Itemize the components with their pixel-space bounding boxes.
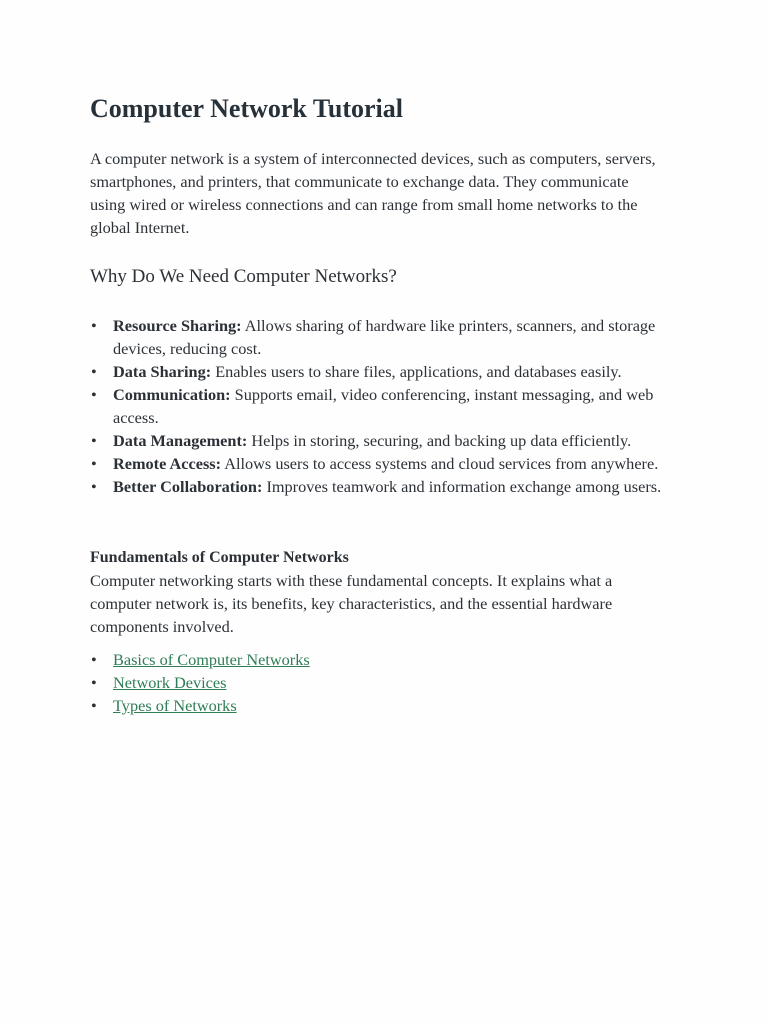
bullet-icon: • (91, 431, 97, 450)
list-item (91, 671, 678, 694)
bullet-icon: • (91, 650, 97, 669)
list-item-term: Resource Sharing: (113, 316, 242, 335)
list-item-term: Communication: (113, 385, 231, 404)
list-item (91, 648, 678, 671)
list-item-term: Better Collaboration: (113, 477, 263, 496)
list-item (91, 383, 683, 429)
list-item-term: Data Management: (113, 431, 248, 450)
fundamentals-heading: Fundamentals of Computer Networks (90, 549, 349, 566)
bullet-icon: • (91, 696, 97, 715)
fundamentals-description: Computer networking starts with these fundamental concepts. It explains what a computer network is, its benefits, key characteristics, and the essential hardware components involved. (90, 571, 613, 636)
bullet-icon: • (91, 362, 97, 381)
list-item (91, 429, 683, 452)
list-item (91, 314, 683, 360)
bullet-icon: • (91, 477, 97, 496)
bullet-icon: • (91, 673, 97, 692)
list-item-term: Remote Access: (113, 454, 222, 473)
list-item (91, 694, 678, 717)
list-item (91, 360, 683, 383)
list-item-text: Supports email, video conferencing, instant messaging, and web access. (113, 385, 654, 427)
page-title: Computer Network Tutorial (90, 94, 403, 123)
list-item-text: Improves teamwork and information exchange among users. (262, 477, 662, 496)
list-item-text: Enables users to share files, applications, and databases easily. (211, 362, 622, 381)
fundamentals-links (90, 648, 678, 717)
list-item-text: Helps in storing, securing, and backing up data efficiently. (247, 431, 632, 450)
list-item (91, 475, 683, 498)
intro-paragraph: A computer network is a system of interconnected devices, such as computers, servers, smartphones, and printers, that communicate to exchange data. They communicate using wired or wireless connections and can range from small home networks to the global Internet. (90, 149, 656, 237)
why-section-heading: Why Do We Need Computer Networks? (90, 266, 397, 287)
link-network-devices[interactable]: Network Devices (113, 673, 227, 692)
list-item-text: Allows sharing of hardware like printers, scanners, and storage devices, reducing cost. (113, 316, 656, 358)
list-item (91, 452, 683, 475)
bullet-icon: • (91, 385, 97, 404)
list-item-text: Allows users to access systems and cloud services from anywhere. (221, 454, 659, 473)
link-basics-of-computer-networks[interactable]: Basics of Computer Networks (113, 650, 310, 669)
list-item-term: Data Sharing: (113, 362, 212, 381)
why-list (90, 314, 683, 498)
bullet-icon: • (91, 454, 97, 473)
bullet-icon: • (91, 316, 97, 335)
link-types-of-networks[interactable]: Types of Networks (113, 696, 237, 715)
